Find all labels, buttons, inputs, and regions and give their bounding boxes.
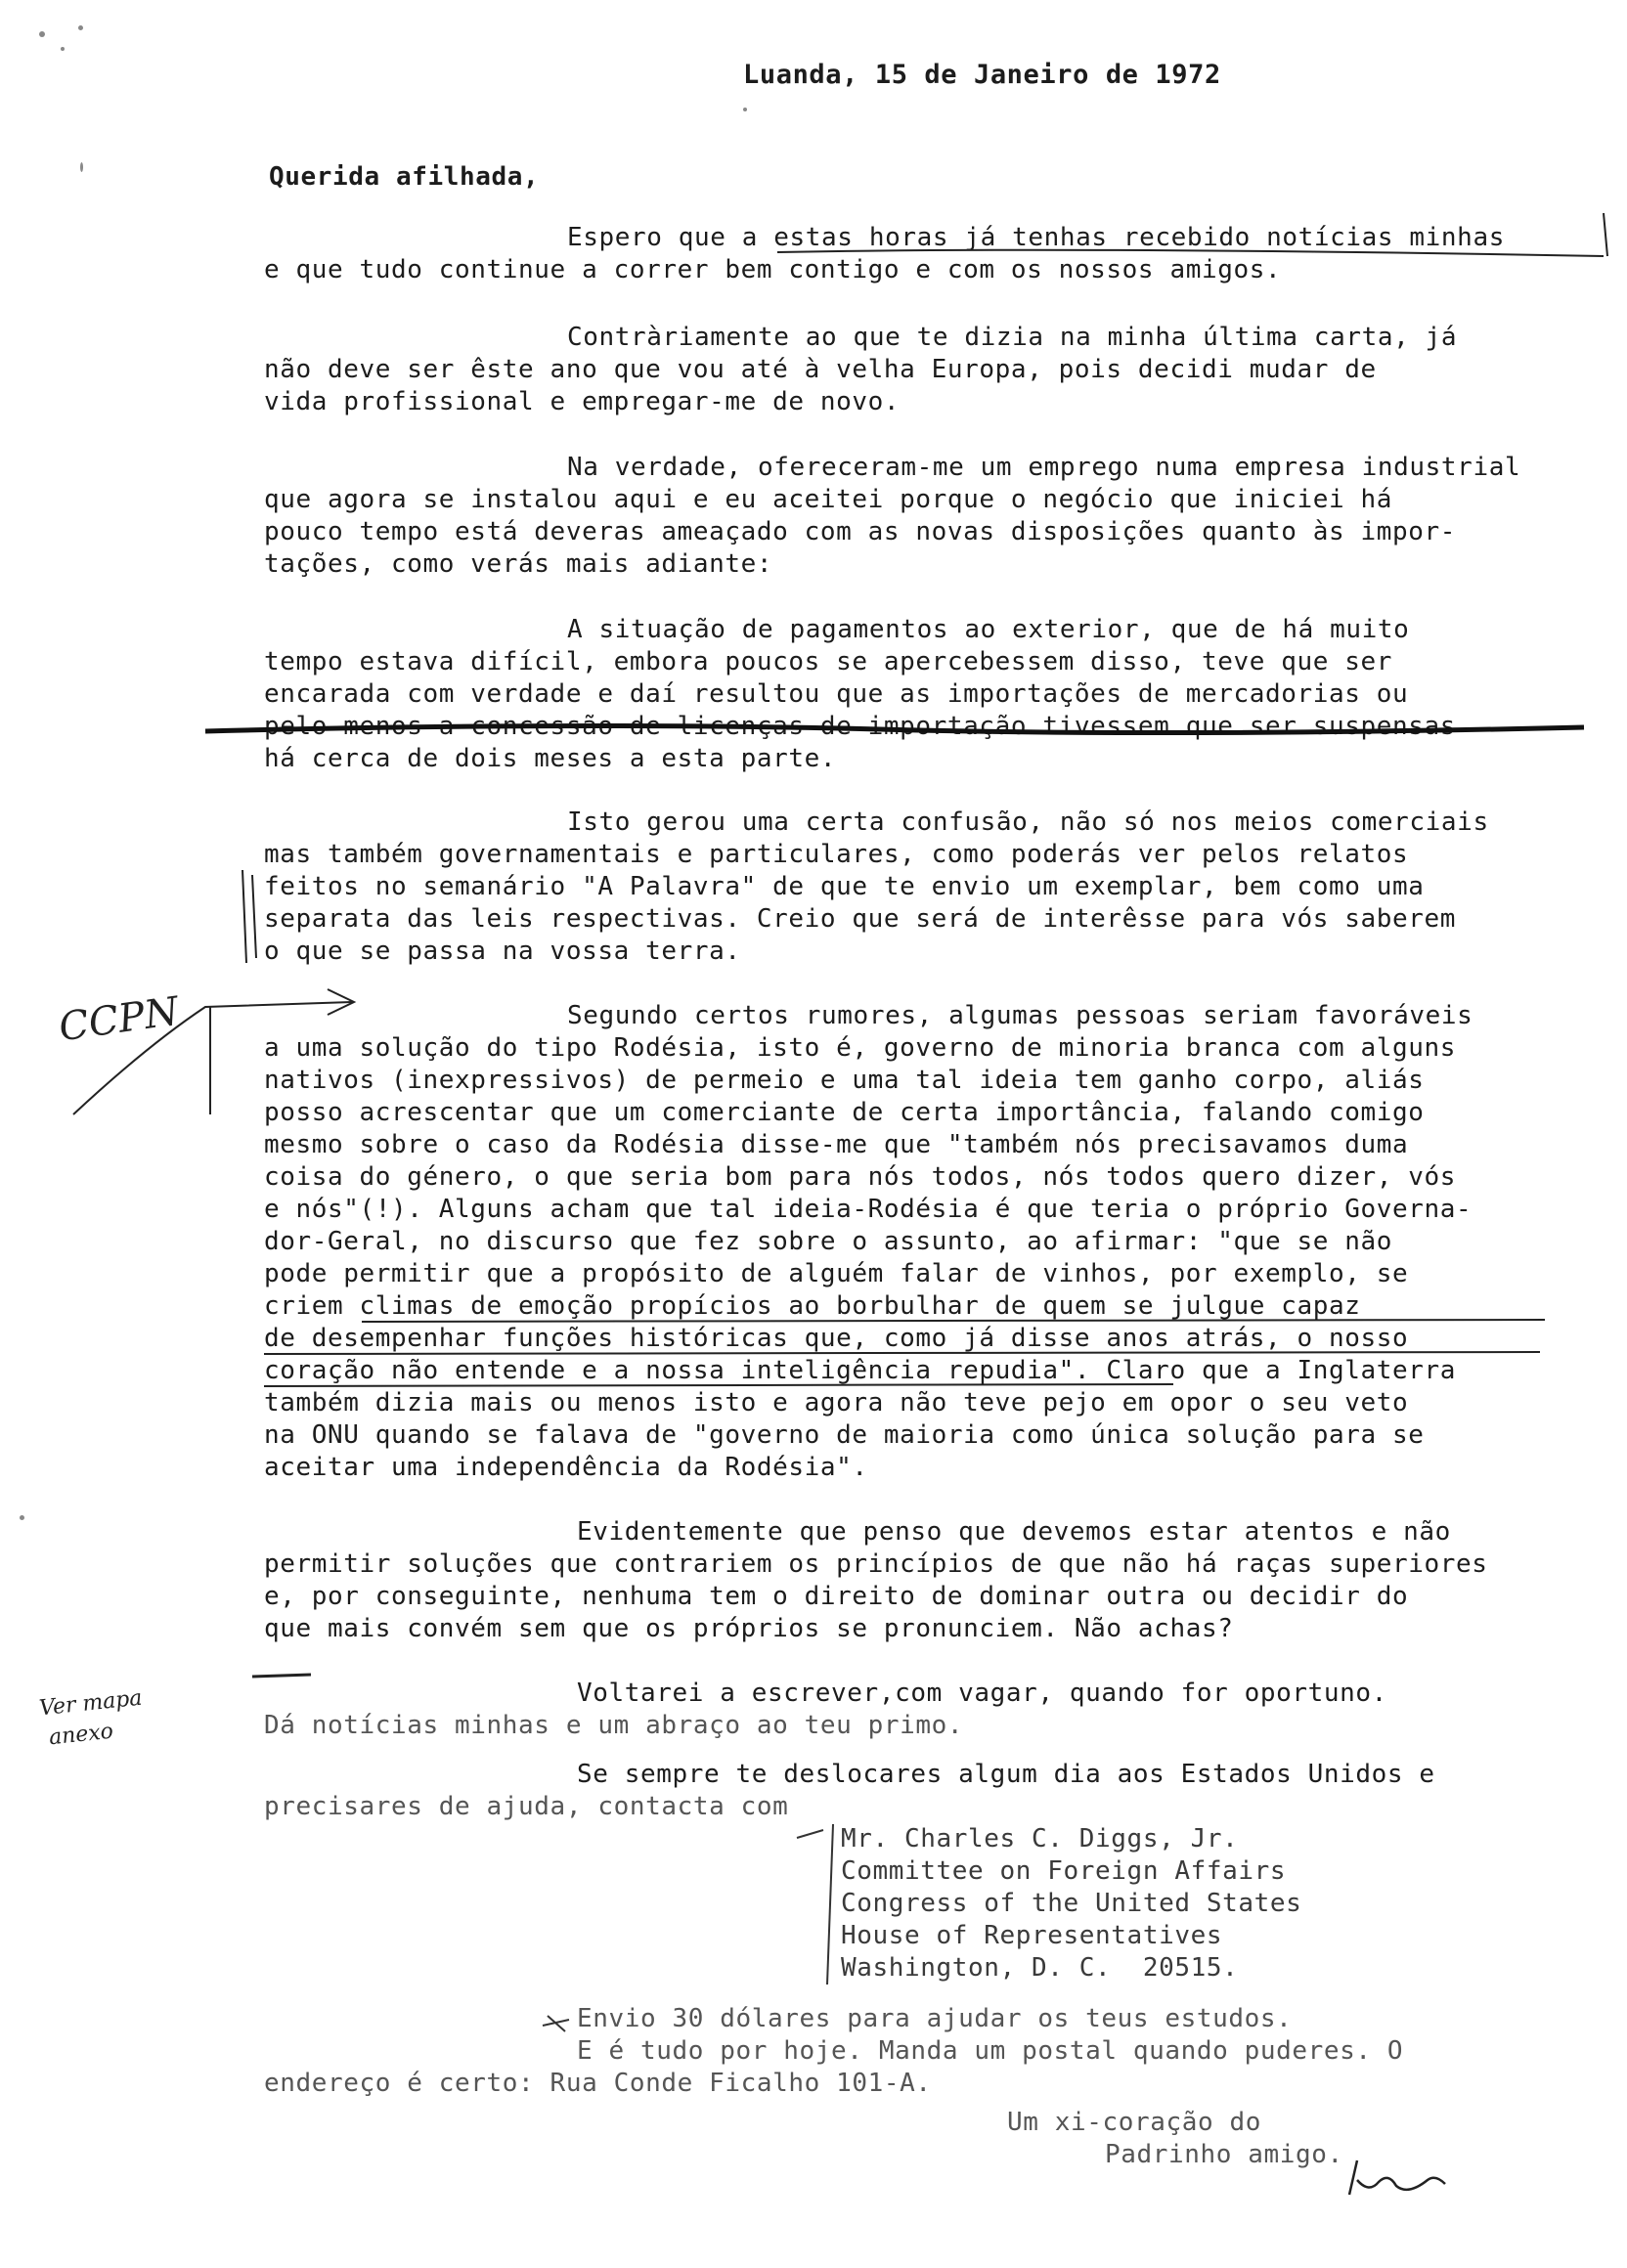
bracket-mark bbox=[827, 1824, 833, 1984]
paragraph-line: na ONU quando se falava de "governo de maioria como única solução para se bbox=[264, 1420, 1425, 1450]
paragraph-line: dor-Geral, no discurso que fez sobre o assunto, ao afirmar: "que se não bbox=[264, 1227, 1392, 1256]
closing-line: Padrinho amigo. bbox=[1105, 2140, 1343, 2169]
paragraph-line: pouco tempo está deveras ameaçado com as novas disposições quanto às impor- bbox=[264, 517, 1456, 546]
paragraph-line: posso acrescentar que um comerciante de certa importância, falando comigo bbox=[264, 1098, 1425, 1127]
postscript-line: endereço é certo: Rua Conde Ficalho 101-A. bbox=[264, 2069, 932, 2098]
paragraph-line: que agora se instalou aqui e eu aceitei porque o negócio que iniciei há bbox=[264, 485, 1392, 514]
postscript-line: E é tudo por hoje. Manda um postal quando puderes. O bbox=[577, 2036, 1404, 2066]
closing-line: Um xi-coração do bbox=[1007, 2108, 1262, 2137]
scan-speck bbox=[61, 47, 65, 51]
postscript-line: Envio 30 dólares para ajudar os teus estudos. bbox=[577, 2004, 1293, 2033]
margin-note-mapa: Ver mapa bbox=[37, 1685, 144, 1722]
scan-speck bbox=[78, 25, 83, 30]
dash-mark bbox=[252, 1675, 311, 1677]
struck-line: pelo menos a concessão de licenças de importação tivessem que ser suspensas bbox=[264, 712, 1456, 741]
margin-bar-mark bbox=[252, 875, 256, 958]
underlined-line: coração não entende e a nossa inteligência repudia". Claro que a Inglaterra bbox=[264, 1356, 1456, 1385]
paragraph-line: Contràriamente ao que te dizia na minha última carta, já bbox=[567, 323, 1458, 352]
arrow-mark bbox=[797, 1830, 823, 1838]
paragraph-line: permitir soluções que contrariem os princípios de que não há raças superiores bbox=[264, 1549, 1488, 1579]
paragraph-line: também dizia mais ou menos isto e agora não teve pejo em opor o seu veto bbox=[264, 1388, 1409, 1418]
paragraph-line: pode permitir que a propósito de alguém falar de vinhos, por exemplo, se bbox=[264, 1259, 1409, 1288]
paragraph-line: tempo estava difícil, embora poucos se apercebessem disso, teve que ser bbox=[264, 647, 1392, 676]
paragraph-line: e que tudo continue a correr bem contigo e com os nossos amigos. bbox=[264, 255, 1282, 284]
margin-note-ccpn: CCPN bbox=[56, 988, 182, 1051]
signature-mark bbox=[1349, 2160, 1445, 2195]
paragraph-line: Segundo certos rumores, algumas pessoas seriam favoráveis bbox=[567, 1001, 1473, 1030]
paragraph-line: Evidentemente que penso que devemos estar atentos e não bbox=[577, 1517, 1451, 1547]
paragraph-line: encarada com verdade e daí resultou que as importações de mercadorias ou bbox=[264, 679, 1409, 709]
paragraph-line: tações, como verás mais adiante: bbox=[264, 549, 773, 579]
scan-speck bbox=[80, 162, 83, 172]
arrow-head-mark bbox=[328, 989, 354, 1015]
paragraph-line: não deve ser êste ano que vou até à velha Europa, pois decidi mudar de bbox=[264, 355, 1377, 384]
paragraph-line: Na verdade, ofereceram-me um emprego numa empresa industrial bbox=[567, 453, 1521, 482]
paragraph-line: aceitar uma independência da Rodésia". bbox=[264, 1453, 868, 1482]
scan-speck bbox=[743, 108, 747, 111]
paragraph-line: nativos (inexpressivos) de permeio e uma tal ideia tem ganho corpo, aliás bbox=[264, 1066, 1425, 1095]
paragraph-line: a uma solução do tipo Rodésia, isto é, governo de minoria branca com alguns bbox=[264, 1033, 1456, 1063]
paragraph-line: coisa do género, o que seria bom para nós todos, nós todos quero dizer, vós bbox=[264, 1162, 1456, 1192]
paragraph-line: A situação de pagamentos ao exterior, que de há muito bbox=[567, 615, 1410, 644]
star-mark bbox=[543, 2016, 569, 2031]
scan-speck bbox=[39, 31, 45, 37]
paragraph-line: e nós"(!). Alguns acham que tal ideia-Rodésia é que teria o próprio Governa- bbox=[264, 1195, 1473, 1224]
paragraph-line: e, por conseguinte, nenhuma tem o direito de dominar outra ou decidir do bbox=[264, 1582, 1409, 1611]
paragraph-line: Espero que a estas horas já tenhas recebido notícias minhas bbox=[567, 223, 1505, 252]
bracket-mark bbox=[1604, 213, 1607, 256]
underlined-line: de desempenhar funções históricas que, como já disse anos atrás, o nosso bbox=[264, 1324, 1409, 1353]
salutation: Querida afilhada, bbox=[269, 162, 540, 192]
paragraph-line: separata das leis respectivas. Creio que será de interêsse para vós saberem bbox=[264, 904, 1456, 934]
paragraph-line: Isto gerou uma certa confusão, não só nos meios comerciais bbox=[567, 807, 1489, 837]
underlined-line: criem climas de emoção propícios ao borbulhar de quem se julgue capaz bbox=[264, 1291, 1361, 1321]
paragraph-line: feitos no semanário "A Palavra" de que te envio um exemplar, bem como uma bbox=[264, 872, 1425, 901]
paragraph-line: que mais convém sem que os próprios se pronunciem. Não achas? bbox=[264, 1614, 1234, 1643]
paragraph-line: vida profissional e empregar-me de novo. bbox=[264, 387, 901, 416]
paragraph-line: Dá notícias minhas e um abraço ao teu primo. bbox=[264, 1711, 964, 1740]
margin-bar-mark bbox=[242, 870, 246, 963]
address-line: Congress of the United States bbox=[841, 1889, 1302, 1918]
paragraph-line: há cerca de dois meses a esta parte. bbox=[264, 744, 837, 773]
scan-speck bbox=[20, 1515, 24, 1520]
paragraph-line: mesmo sobre o caso da Rodésia disse-me que "também nós precisavamos duma bbox=[264, 1130, 1409, 1159]
address-line: Washington, D. C. 20515. bbox=[841, 1953, 1239, 1983]
address-line: House of Representatives bbox=[841, 1921, 1223, 1950]
paragraph-line: Se sempre te deslocares algum dia aos Estados Unidos e bbox=[577, 1760, 1435, 1789]
address-line: Mr. Charles C. Diggs, Jr. bbox=[841, 1824, 1239, 1854]
paragraph-line: mas também governamentais e particulares, como poderás ver pelos relatos bbox=[264, 840, 1409, 869]
paragraph-line: o que se passa na vossa terra. bbox=[264, 937, 741, 966]
address-line: Committee on Foreign Affairs bbox=[841, 1856, 1287, 1886]
paragraph-line: Voltarei a escrever,com vagar, quando for oportuno. bbox=[577, 1679, 1387, 1708]
letter-date: Luanda, 15 de Janeiro de 1972 bbox=[743, 60, 1221, 90]
margin-note-anexo: anexo bbox=[47, 1719, 115, 1751]
paragraph-line: precisares de ajuda, contacta com bbox=[264, 1792, 789, 1821]
